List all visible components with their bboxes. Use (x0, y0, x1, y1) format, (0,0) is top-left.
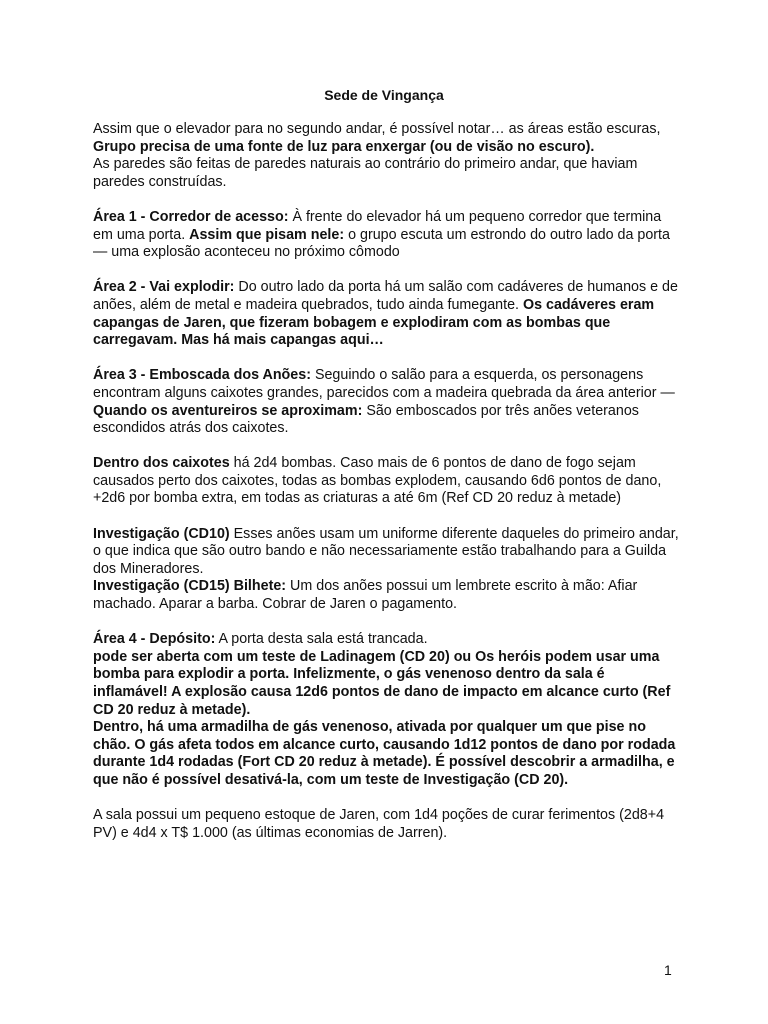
area4-door-text: pode ser aberta com um teste de Ladinagem (CD 20) ou Os heróis podem usar uma bomba para explodir a porta. Infelizmente, o gás venenoso dentro da sala é inflamável! A explosão causa 12d6 pontos de dano de impacto em alcance curto (Ref CD 20 reduz à metade). (93, 648, 671, 718)
area1-paragraph (93, 209, 683, 262)
area2-bold-text: Os cadáveres eram capangas de Jaren, que fizeram bobagem e explodiram com as bombas que carregavam. Mas há mais capangas aqui… (93, 296, 655, 349)
investigation-cd15-heading: Investigação (CD15) Bilhete: (93, 578, 287, 595)
area4-trap-text: Dentro, há uma armadilha de gás venenoso, ativada por qualquer um que pise no chão. O gás afeta todos em alcance curto, causando 1d12 pontos de dano por rodada durante 1d4 rodadas (Fort CD 20 reduz à metade). É possível descobrir a armadilha, e que não é possível desativá-la, com um teste de Investigação (CD 20). (93, 719, 676, 788)
area3-heading: Área 3 - Emboscada dos Anões: (93, 367, 311, 384)
investigation-cd10-heading: Investigação (CD10) (93, 525, 230, 542)
area1-trigger: Assim que pisam nele: (189, 226, 345, 243)
closing-paragraph: A sala possui um pequeno estoque de Jaren, com 1d4 poções de curar ferimentos (2d8+4 PV) e 4d4 x T$ 1.000 (as últimas economias de Jarren). (93, 807, 665, 841)
boxes-paragraph (93, 455, 683, 508)
intro-line-1: Assim que o elevador para no segundo andar, é possível notar… as áreas estão escuras, (93, 121, 661, 137)
boxes-text: há 2d4 bombas. Caso mais de 6 pontos de dano de fogo sejam causados perto dos caixotes, todas as bombas explodem, causando 6d6 pontos de dano, +2d6 por bomba extra, em todas as criaturas a até 6m (Ref CD 20 reduz à metade) (93, 455, 662, 507)
intro-line-3: As paredes são feitas de paredes naturais ao contrário do primeiro andar, que haviam paredes construídas. (93, 156, 638, 190)
page-number: 1 (664, 962, 672, 978)
area3-text-1: Seguindo o salão para a esquerda, os personagens encontram alguns caixotes grandes, parecidos com a madeira quebrada da área anterior — (93, 367, 675, 401)
investigation-cd15-paragraph (93, 578, 683, 613)
investigation-cd10-paragraph (93, 526, 683, 579)
area4-heading: Área 4 - Depósito: (93, 631, 216, 648)
area2-heading: Área 2 - Vai explodir: (93, 279, 235, 296)
boxes-heading: Dentro dos caixotes (93, 455, 230, 472)
spacer (93, 262, 683, 280)
area4-paragraph (93, 631, 683, 649)
intro-line-2 (93, 139, 683, 157)
spacer (93, 191, 683, 209)
document-body (93, 121, 683, 842)
spacer (93, 438, 683, 456)
spacer (93, 350, 683, 368)
spacer (93, 508, 683, 526)
area4-door-paragraph (93, 649, 683, 719)
area1-text-1: À frente do elevador há um pequeno corredor que termina em uma porta. (93, 208, 662, 243)
area4-trap-paragraph (93, 719, 683, 789)
area1-heading: Área 1 - Corredor de acesso: (93, 208, 289, 225)
spacer (93, 790, 683, 808)
area4-text-1: A porta desta sala está trancada. (215, 631, 428, 648)
area1-text-2: o grupo escuta um estrondo do outro lado da porta — uma explosão aconteceu no próximo cômodo (93, 226, 670, 261)
page-title: Sede de Vingança (324, 87, 444, 103)
investigation-cd10-text: Esses anões usam um uniforme diferente daqueles do primeiro andar, o que indica que são outro bando e não necessariamente estão trabalhando para a Guilda dos Mineradores. (93, 525, 679, 577)
area2-text-1: Do outro lado da porta há um salão com cadáveres de humanos e de anões, além de metal e madeira quebrados, tudo ainda fumegante. (93, 279, 678, 313)
area3-paragraph (93, 367, 683, 437)
area2-paragraph (93, 279, 683, 349)
area3-text-2: São emboscados por três anões veteranos escondidos atrás dos caixotes. (93, 402, 639, 437)
spacer (93, 614, 683, 632)
intro-light-warning: Grupo precisa de uma fonte de luz para enxergar (ou de visão no escuro). (93, 138, 595, 155)
area3-trigger: Quando os aventureiros se aproximam: (93, 402, 363, 419)
investigation-cd15-text: Um dos anões possui um lembrete escrito à mão: Afiar machado. Aparar a barba. Cobrar de Jaren o pagamento. (93, 578, 638, 613)
